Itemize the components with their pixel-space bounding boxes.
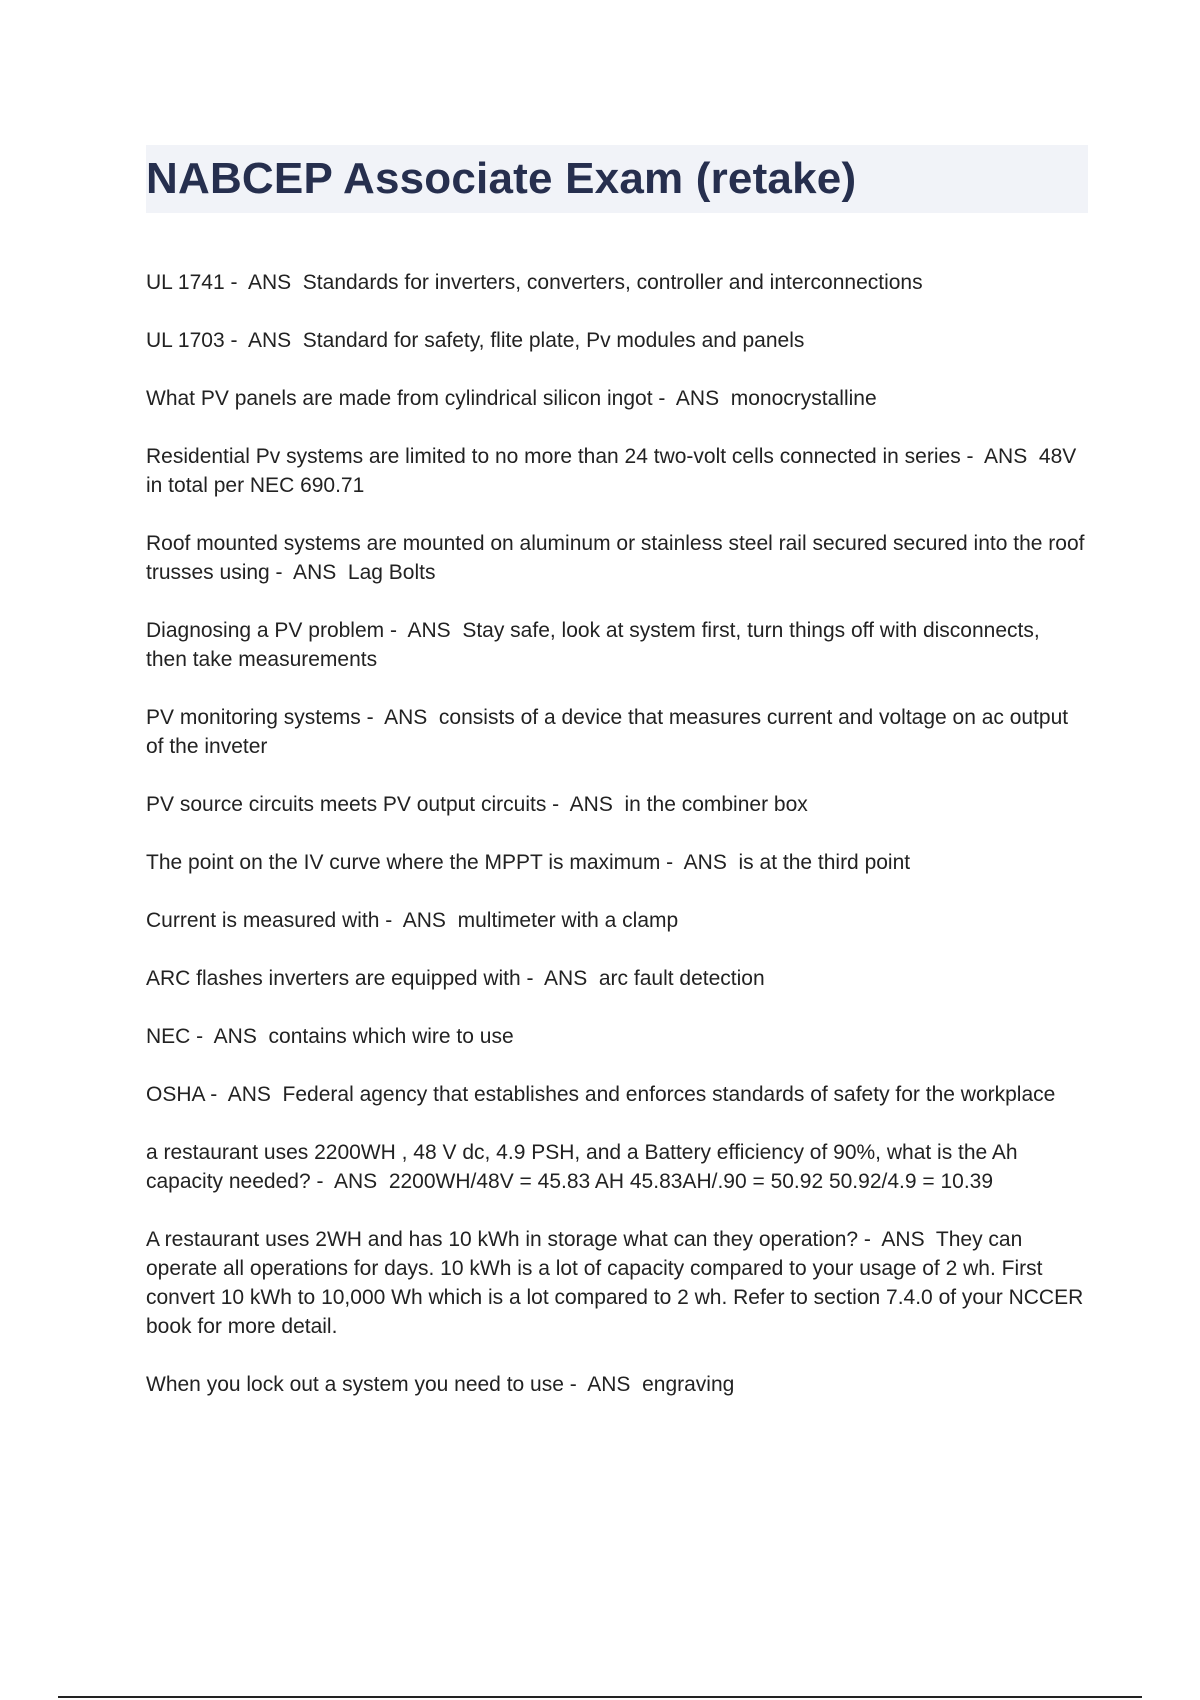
qa-item-nec: NEC - ANS contains which wire to use [146, 1025, 514, 1048]
qa-item-ul1703: UL 1703 - ANS Standard for safety, flite plate, Pv modules and panels [146, 329, 805, 352]
qa-item-diagnosing: Diagnosing a PV problem - ANS Stay safe, look at system first, turn things off with disconnects, then take measurements [146, 619, 1046, 671]
qa-item-monocrystalline: What PV panels are made from cylindrical silicon ingot - ANS monocrystalline [146, 387, 877, 410]
qa-item-monitoring: PV monitoring systems - ANS consists of a device that measures current and voltage on ac output of the inveter [146, 706, 1074, 758]
qa-item-residential-limit: Residential Pv systems are limited to no more than 24 two-volt cells connected in series - ANS 48V in total per NEC 690.71 [146, 445, 1083, 497]
page-title: NABCEP Associate Exam (retake) [146, 154, 857, 203]
qa-item-restaurant-ah: a restaurant uses 2200WH , 48 V dc, 4.9 PSH, and a Battery efficiency of 90%, what is the Ah capacity needed? - ANS 2200WH/48V = 45.83 AH 45.83AH/.90 = 50.92 50.92/4.9 = 10.39 [146, 1141, 1024, 1193]
qa-item-source-circuits: PV source circuits meets PV output circuits - ANS in the combiner box [146, 793, 808, 816]
title-banner [146, 145, 1088, 213]
qa-item-roof-mounting: Roof mounted systems are mounted on aluminum or stainless steel rail secured secured into the roof trusses using - ANS Lag Bolts [146, 532, 1091, 584]
qa-item-restaurant-storage: A restaurant uses 2WH and has 10 kWh in storage what can they operation? - ANS They can operate all operations for days. 10 kWh is a lot of capacity compared to your usage of 2 wh. First convert 10 kWh to 10,000 Wh which is a lot compared to 2 wh. Refer to section 7.4.0 of your NCCER book for more detail. [146, 1228, 1090, 1338]
qa-item-ul1741: UL 1741 - ANS Standards for inverters, converters, controller and interconnections [146, 271, 923, 294]
qa-item-arc-flash: ARC flashes inverters are equipped with - ANS arc fault detection [146, 967, 765, 990]
bottom-divider [58, 1696, 1142, 1698]
qa-item-current-measurement: Current is measured with - ANS multimeter with a clamp [146, 909, 679, 932]
qa-list [146, 268, 1091, 1428]
qa-item-lockout: When you lock out a system you need to use - ANS engraving [146, 1373, 735, 1396]
qa-item-iv-curve: The point on the IV curve where the MPPT is maximum - ANS is at the third point [146, 851, 911, 874]
qa-item-osha: OSHA - ANS Federal agency that establishes and enforces standards of safety for the workplace [146, 1083, 1056, 1106]
